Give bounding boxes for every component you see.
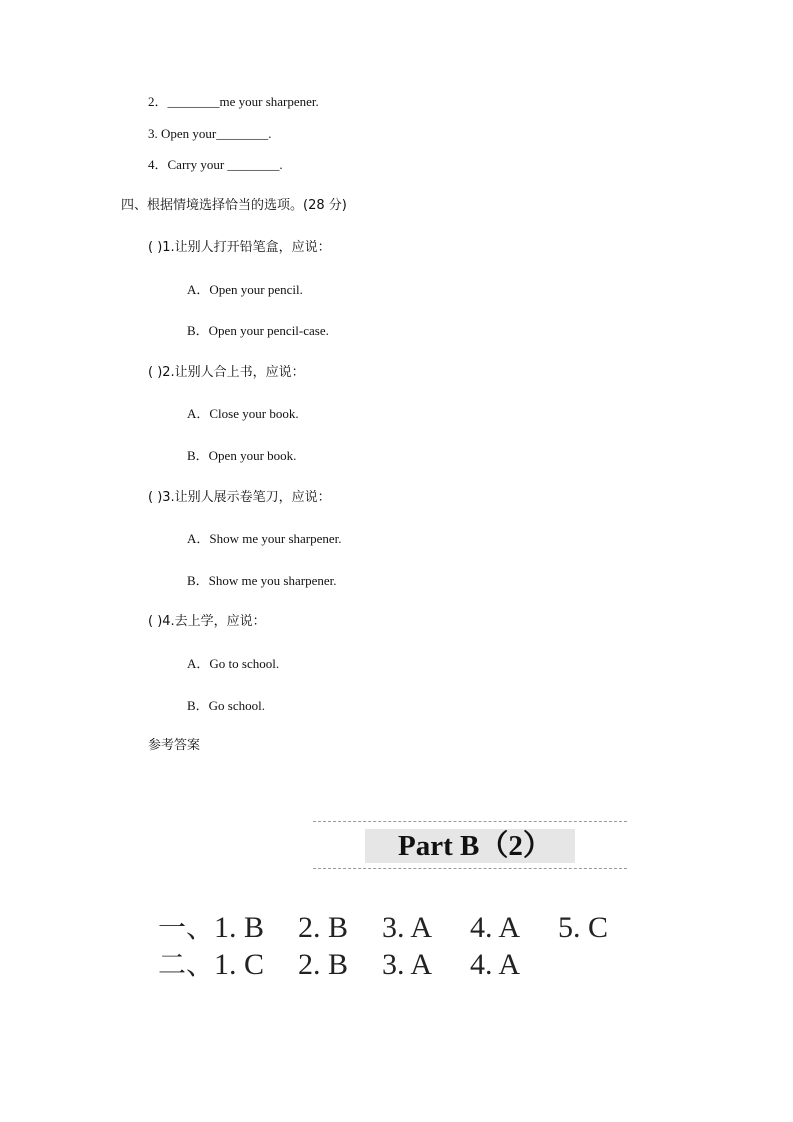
answer-row-1 (158, 910, 608, 946)
option-a: A．Show me your sharpener. (187, 531, 342, 546)
answer-key-heading: 参考答案 (148, 738, 201, 753)
question-stem: ( )3.让别人展示卷笔刀，应说： (148, 490, 331, 505)
answer-row-prefix: 一、 (158, 911, 215, 944)
option-b: B．Open your pencil-case. (187, 323, 329, 338)
answer-row-2 (158, 947, 520, 983)
option-b: B．Open your book. (187, 448, 297, 463)
answer-item: 4. A (470, 911, 521, 944)
answer-item: 2. B (298, 911, 349, 944)
answer-item: 4. A (470, 948, 521, 981)
answer-item: 1. B (214, 911, 265, 944)
answer-item: 3. A (382, 948, 433, 981)
answer-item: 1. C (214, 948, 265, 981)
part-banner-title: Part B（2） (398, 830, 552, 862)
question-stem: ( )2.让别人合上书，应说： (148, 365, 305, 380)
fill-item-4: 4．Carry your ________. (148, 157, 283, 172)
divider-top (313, 821, 627, 822)
divider-bottom (313, 868, 627, 869)
answer-item: 5. C (558, 911, 609, 944)
option-a: A．Go to school. (187, 656, 280, 671)
option-a: A．Close your book. (187, 406, 299, 421)
fill-item-3: 3. Open your________. (148, 126, 272, 141)
answer-row-prefix: 二、 (158, 948, 215, 981)
option-a: A．Open your pencil. (187, 282, 303, 297)
option-b: B．Show me you sharpener. (187, 573, 337, 588)
fill-item-2: 2．________me your sharpener. (148, 94, 319, 109)
answer-item: 3. A (382, 911, 433, 944)
section4-title: 四、根据情境选择恰当的选项。(28 分) (121, 198, 347, 213)
option-b: B．Go school. (187, 698, 266, 713)
question-stem: ( )4.去上学，应说： (148, 614, 266, 629)
question-stem: ( )1.让别人打开铅笔盒，应说： (148, 240, 331, 255)
answer-item: 2. B (298, 948, 349, 981)
